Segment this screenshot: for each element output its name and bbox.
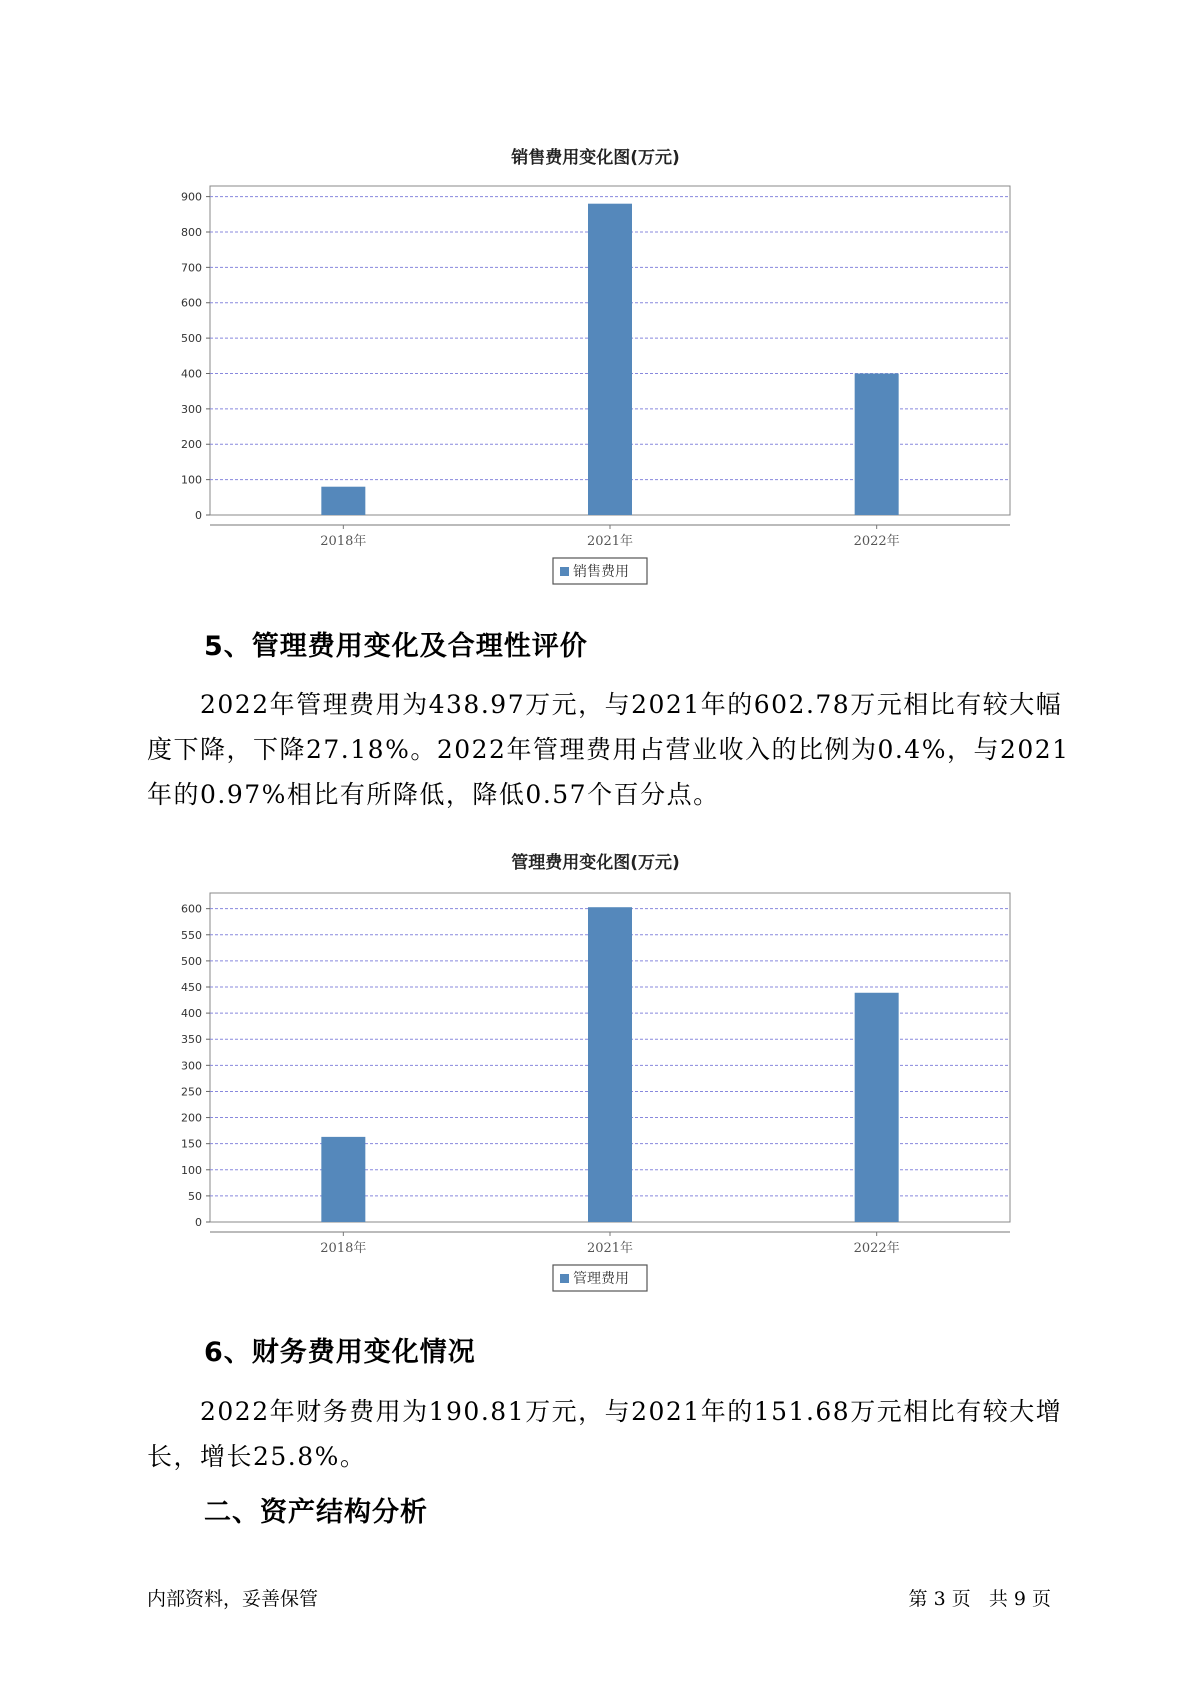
y-tick-label: 500 xyxy=(181,332,202,346)
x-tick-label: 2022年 xyxy=(853,534,900,549)
x-tick-label: 2021年 xyxy=(586,534,634,549)
section-two-heading: 二、资产结构分析 xyxy=(204,1497,428,1528)
y-tick-label: 550 xyxy=(181,928,202,942)
bar-2018年 xyxy=(321,1137,365,1222)
x-tick-label: 2021年 xyxy=(586,1241,634,1256)
y-tick-label: 100 xyxy=(181,1163,202,1177)
y-tick-label: 250 xyxy=(181,1085,202,1099)
section5-line-2: 度下降，下降27.18%。2022年管理费用占营业收入的比例为0.4%，与2021 xyxy=(147,735,1070,764)
x-tick-label: 2018年 xyxy=(320,1241,367,1256)
y-tick-label: 300 xyxy=(181,1059,202,1073)
section5-line-3: 年的0.97%相比有所降低，降低0.57个百分点。 xyxy=(147,780,720,809)
legend-label: 销售费用 xyxy=(573,564,629,580)
section6-paragraph xyxy=(147,1389,1063,1479)
bar-2022年 xyxy=(855,993,899,1222)
section6-line-2: 长，增长25.8%。 xyxy=(147,1442,367,1471)
y-tick-label: 350 xyxy=(181,1033,202,1047)
y-tick-label: 200 xyxy=(181,1111,202,1125)
section6-heading: 6、财务费用变化情况 xyxy=(204,1337,476,1368)
y-tick-label: 450 xyxy=(181,981,202,994)
y-tick-label: 400 xyxy=(181,367,202,381)
y-tick-label: 600 xyxy=(181,296,202,310)
x-tick-label: 2018年 xyxy=(320,534,367,549)
chart1-title: 销售费用变化图(万元) xyxy=(511,148,680,168)
y-tick-label: 0 xyxy=(195,509,202,522)
footer-confidential-note: 内部资料，妥善保管 xyxy=(147,1588,319,1610)
bar-2021年 xyxy=(588,907,632,1222)
section5-heading: 5、管理费用变化及合理性评价 xyxy=(204,631,588,662)
y-tick-label: 800 xyxy=(181,225,202,239)
legend-label: 管理费用 xyxy=(573,1271,629,1287)
y-tick-label: 100 xyxy=(181,473,202,487)
y-tick-label: 50 xyxy=(188,1189,202,1203)
section6-line-1: 2022年财务费用为190.81万元，与2021年的151.68万元相比有较大增 xyxy=(200,1397,1063,1426)
y-tick-label: 0 xyxy=(195,1216,202,1229)
x-tick-label: 2022年 xyxy=(853,1241,900,1256)
y-tick-label: 300 xyxy=(181,402,202,416)
footer-page-number: 第 3 页 共 9 页 xyxy=(908,1588,1051,1610)
y-tick-label: 400 xyxy=(181,1007,202,1021)
y-tick-label: 600 xyxy=(181,902,202,916)
y-tick-label: 700 xyxy=(181,261,202,275)
legend-swatch xyxy=(560,1274,569,1283)
section5-line-1: 2022年管理费用为438.97万元，与2021年的602.78万元相比有较大幅 xyxy=(200,690,1063,719)
y-tick-label: 150 xyxy=(181,1137,202,1151)
y-tick-label: 900 xyxy=(181,190,202,204)
chart2-title: 管理费用变化图(万元) xyxy=(511,853,680,873)
y-tick-label: 500 xyxy=(181,954,202,968)
y-tick-label: 200 xyxy=(181,438,202,452)
